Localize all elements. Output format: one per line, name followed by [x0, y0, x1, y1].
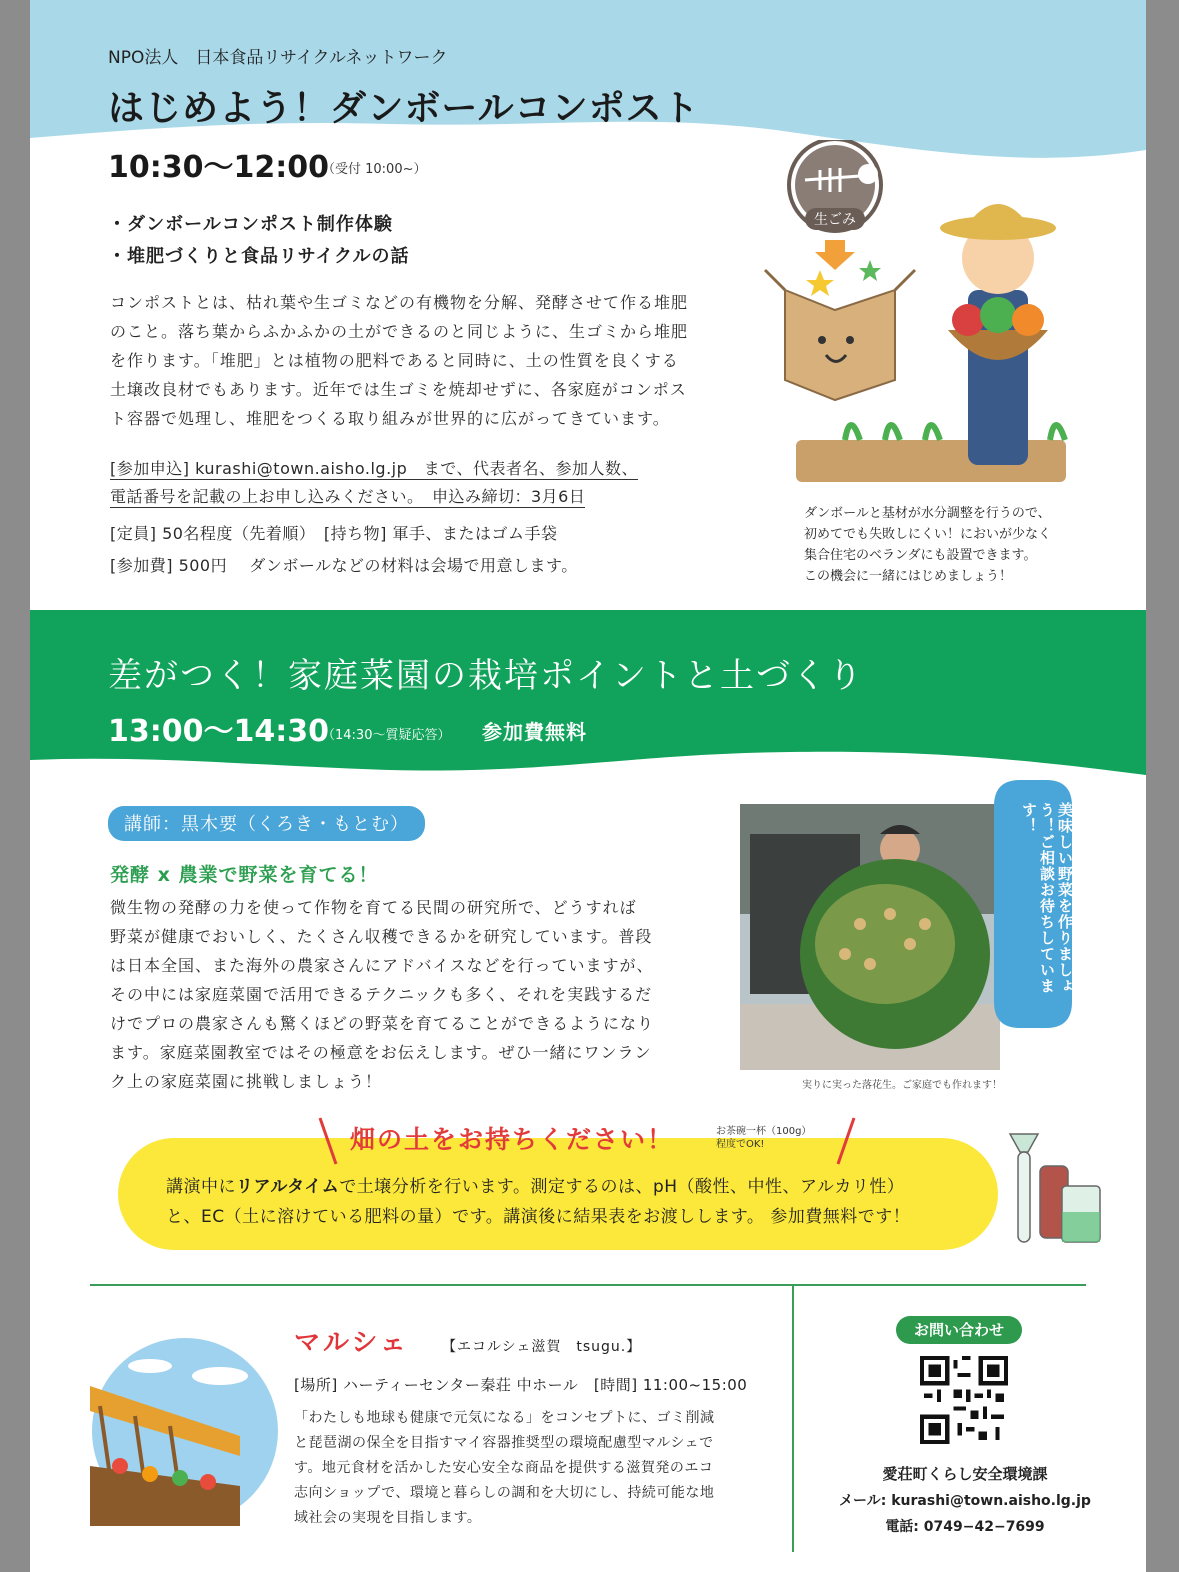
compost-line: コンポストとは、枯れ葉や生ゴミなどの有機物を分解、発酵させて作る堆肥 [110, 293, 689, 312]
application-info [110, 455, 638, 511]
compost-line: ト容器で処理し、堆肥をつくる取り組みが世界的に広がってきています。 [110, 409, 670, 428]
soil-line1-emphasis: リアルタイム [236, 1177, 340, 1197]
organizer-name: NPO法人 日本食品リサイクルネットワーク [108, 48, 448, 68]
lab-glassware-icon [1004, 1126, 1108, 1250]
marche-line: す。地元食材を活かした安心安全な商品を提供する滋賀発のエコ [294, 1460, 714, 1476]
contact-department: 愛荘町くらし安全環境課 [882, 1465, 1048, 1483]
event1-title: はじめよう！ダンボールコンポスト [108, 88, 700, 129]
soil-description [166, 1172, 966, 1232]
garden-line: その中には家庭菜園で活用できるテクニックも多く、それを実践するだ [110, 985, 653, 1004]
marche-line: 志向ショップで、環境と暮らしの調和を大切にし、持続可能な地 [294, 1485, 715, 1501]
event1-bullet-1: ・ダンボールコンポスト制作体験 [108, 214, 393, 235]
caption-line: ダンボールと基材が水分調整を行うので、 [804, 506, 1051, 521]
marche-illustration [90, 1336, 280, 1526]
soil-note-line: お茶碗一杯（100g） [716, 1126, 812, 1137]
event2-time: 13:00〜14:30 [108, 714, 329, 749]
event1-reception-note: （受付 10:00~） [322, 162, 427, 177]
marche-description [294, 1406, 764, 1531]
event1-time: 10:30〜12:00 [108, 150, 329, 185]
event1-bullet-2: ・堆肥づくりと食品リサイクルの話 [108, 246, 410, 267]
marche-title: マルシェ [294, 1328, 409, 1358]
compost-line: のこと。落ち葉からふかふかの土ができるのと同じように、生ゴミから堆肥 [110, 322, 689, 341]
compost-caption [804, 503, 1104, 587]
garden-line: 微生物の発酵の力を使って作物を育てる民間の研究所で、どうすれば [110, 898, 637, 917]
apply-line-1: [参加申込] kurashi@town.aisho.lg.jp まで、代表者名、参加人数、 [110, 459, 638, 478]
event2-title: 差がつく！家庭菜園の栽培ポイントと土づくり [108, 656, 864, 696]
capacity-line: [定員] 50名程度（先着順） [持ち物] 軍手、またはゴム手袋 [110, 524, 558, 543]
garden-subheading: 発酵 x 農業で野菜を育てる！ [110, 864, 379, 886]
garden-line: ク上の家庭菜園に挑戦しましょう！ [110, 1072, 383, 1091]
soil-amount-note [716, 1125, 811, 1151]
marche-line: 「わたしも地球も健康で元気になる」をコンセプトに、ゴミ削減 [294, 1410, 715, 1426]
speech-bubble-text: 美味しい野菜を作りましょう！ご相談お待ちしています！ [1020, 802, 1074, 994]
soil-title: 畑の土をお持ちください！ [350, 1125, 675, 1154]
compost-line: を作ります。「堆肥」とは植物の肥料であると同時に、土の性質を良くする [110, 351, 679, 370]
contact-label: お問い合わせ [896, 1316, 1022, 1344]
contact-email: メール: kurashi@town.aisho.lg.jp [839, 1493, 1091, 1509]
apply-line-2: 電話番号を記載の上お申し込みください。 申込み締切：3月6日 [110, 487, 586, 506]
compost-label: 生ごみ [814, 212, 856, 228]
event2-fee: 参加費無料 [482, 720, 587, 744]
marche-info: [場所] ハーティーセンター秦荘 中ホール [時間] 11:00~15:00 [294, 1376, 748, 1394]
soil-note-line: 程度でOK! [716, 1139, 765, 1150]
compost-description [110, 288, 730, 433]
photo-caption: 実りに実った落花生。ご家庭でも作れます！ [802, 1080, 1002, 1091]
event2-qa-note: （14:30〜質疑応答） [322, 728, 451, 743]
contact-phone: 電話: 0749−42−7699 [885, 1519, 1045, 1535]
garden-line: は日本全国、また海外の農家さんにアドバイスなどを行っていますが、 [110, 956, 654, 975]
column-divider [792, 1284, 794, 1552]
garden-line: ます。家庭菜園教室ではその極意をお伝えします。ぜひ一緒にワンラン [110, 1043, 652, 1062]
caption-line: 集合住宅のベランダにも設置できます。 [804, 548, 1037, 563]
marche-line: 域社会の実現を目指します。 [294, 1510, 482, 1526]
garden-description [110, 893, 700, 1096]
section-divider [90, 1284, 1086, 1286]
lecturer-photo [740, 804, 1000, 1070]
marche-subtitle: 【エコルシェ滋賀 tsugu.】 [442, 1339, 642, 1355]
flyer-page [30, 0, 1146, 1572]
garden-line: けでプロの農家さんも驚くほどの野菜を育てることができるようになり [110, 1014, 655, 1033]
caption-line: 初めてでも失敗しにくい！においが少なく [804, 527, 1052, 542]
caption-line: この機会に一緒にはじめましょう！ [804, 569, 1013, 584]
qr-code[interactable] [920, 1356, 1008, 1444]
compost-illustration [750, 140, 1090, 490]
soil-line1-pre: 講演中に [166, 1177, 236, 1197]
soil-line2: と、EC（土に溶けている肥料の量）です。講演後に結果表をお渡しします。 参加費無料です！ [166, 1207, 911, 1227]
compost-line: 土壌改良材でもあります。近年では生ゴミを焼却せずに、各家庭がコンポス [110, 380, 687, 399]
marche-line: と琵琶湖の保全を目指すマイ容器推奨型の環境配慮型マルシェで [294, 1435, 714, 1451]
soil-line1-post: で土壌分析を行います。測定するのは、pH（酸性、中性、アルカリ性） [339, 1177, 905, 1197]
garden-line: 野菜が健康でおいしく、たくさん収穫できるかを研究しています。普段 [110, 927, 653, 946]
lecturer-badge: 講師：黒木要（くろき・もとむ） [108, 806, 425, 841]
fee-line: [参加費] 500円 ダンボールなどの材料は会場で用意します。 [110, 556, 578, 575]
